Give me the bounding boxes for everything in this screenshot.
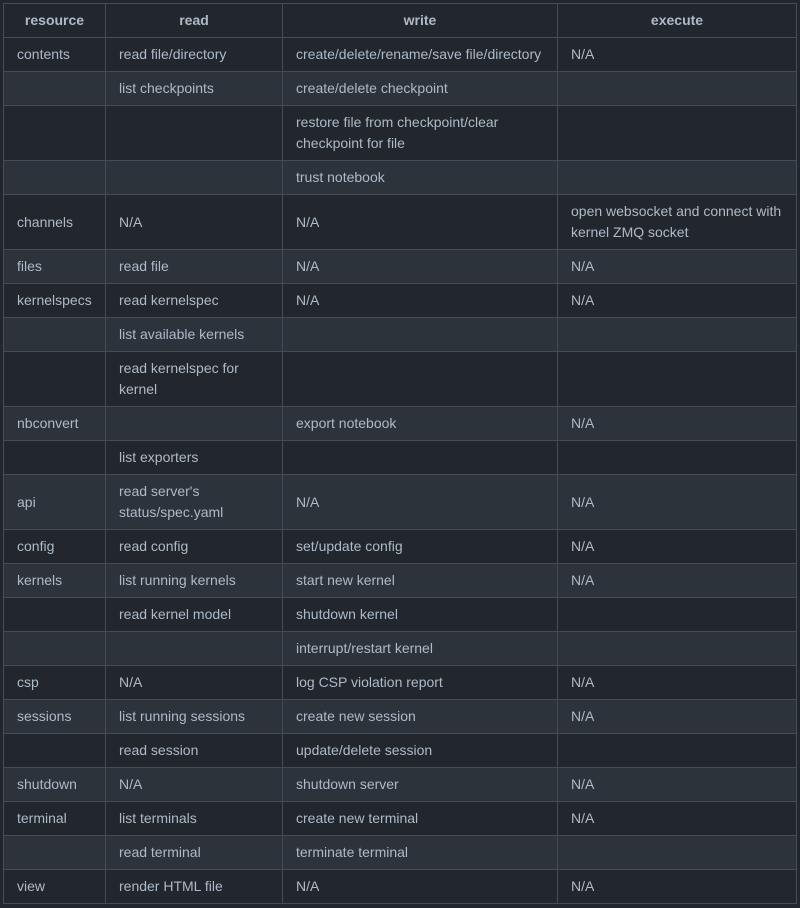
cell-execute: N/A <box>558 700 797 734</box>
cell-read: read kernelspec <box>106 284 283 318</box>
header-write: write <box>283 4 558 38</box>
cell-write: N/A <box>283 250 558 284</box>
table-row <box>4 666 797 700</box>
cell-write: shutdown server <box>283 768 558 802</box>
cell-write: N/A <box>283 870 558 904</box>
table-row <box>4 195 797 250</box>
table-row <box>4 318 797 352</box>
table-row <box>4 352 797 407</box>
cell-read: N/A <box>106 195 283 250</box>
cell-execute: N/A <box>558 666 797 700</box>
cell-write: create new terminal <box>283 802 558 836</box>
permissions-table <box>3 3 797 904</box>
cell-resource <box>4 836 106 870</box>
cell-read: read session <box>106 734 283 768</box>
cell-write: N/A <box>283 475 558 530</box>
cell-execute <box>558 441 797 475</box>
cell-read: read terminal <box>106 836 283 870</box>
cell-read: list running sessions <box>106 700 283 734</box>
cell-read: read kernelspec for kernel <box>106 352 283 407</box>
cell-read <box>106 632 283 666</box>
cell-resource <box>4 72 106 106</box>
cell-execute: N/A <box>558 564 797 598</box>
cell-write: create/delete checkpoint <box>283 72 558 106</box>
table-row <box>4 161 797 195</box>
cell-resource <box>4 318 106 352</box>
cell-read: N/A <box>106 768 283 802</box>
cell-execute: N/A <box>558 802 797 836</box>
cell-read: list available kernels <box>106 318 283 352</box>
cell-execute <box>558 632 797 666</box>
table-row <box>4 734 797 768</box>
cell-resource: terminal <box>4 802 106 836</box>
cell-resource <box>4 598 106 632</box>
cell-write <box>283 441 558 475</box>
cell-resource <box>4 734 106 768</box>
cell-execute: N/A <box>558 250 797 284</box>
cell-execute <box>558 598 797 632</box>
cell-resource <box>4 352 106 407</box>
cell-read: render HTML file <box>106 870 283 904</box>
cell-read <box>106 407 283 441</box>
cell-resource: channels <box>4 195 106 250</box>
cell-read: list terminals <box>106 802 283 836</box>
table-header-row <box>4 4 797 38</box>
header-execute: execute <box>558 4 797 38</box>
table-row <box>4 106 797 161</box>
cell-resource <box>4 441 106 475</box>
cell-resource: files <box>4 250 106 284</box>
cell-resource: kernels <box>4 564 106 598</box>
cell-write: update/delete session <box>283 734 558 768</box>
table-row <box>4 284 797 318</box>
cell-execute: N/A <box>558 768 797 802</box>
cell-resource <box>4 161 106 195</box>
cell-resource <box>4 106 106 161</box>
cell-write <box>283 318 558 352</box>
cell-write: interrupt/restart kernel <box>283 632 558 666</box>
cell-resource: csp <box>4 666 106 700</box>
cell-read: list running kernels <box>106 564 283 598</box>
cell-resource <box>4 632 106 666</box>
cell-read: read server's status/spec.yaml <box>106 475 283 530</box>
table-row <box>4 407 797 441</box>
cell-read <box>106 106 283 161</box>
cell-write: N/A <box>283 284 558 318</box>
table-row <box>4 802 797 836</box>
table-row <box>4 598 797 632</box>
cell-execute: open websocket and connect with kernel ZMQ socket <box>558 195 797 250</box>
cell-resource: config <box>4 530 106 564</box>
header-resource: resource <box>4 4 106 38</box>
header-read: read <box>106 4 283 38</box>
cell-write: N/A <box>283 195 558 250</box>
cell-execute: N/A <box>558 530 797 564</box>
cell-execute <box>558 836 797 870</box>
cell-execute <box>558 352 797 407</box>
cell-read: read config <box>106 530 283 564</box>
cell-execute <box>558 318 797 352</box>
cell-resource: kernelspecs <box>4 284 106 318</box>
cell-write <box>283 352 558 407</box>
cell-write: set/update config <box>283 530 558 564</box>
cell-execute <box>558 734 797 768</box>
cell-resource: view <box>4 870 106 904</box>
cell-write: restore file from checkpoint/clear checkpoint for file <box>283 106 558 161</box>
cell-resource: contents <box>4 38 106 72</box>
cell-read: list checkpoints <box>106 72 283 106</box>
table-row <box>4 250 797 284</box>
cell-execute: N/A <box>558 284 797 318</box>
cell-execute: N/A <box>558 38 797 72</box>
cell-read: N/A <box>106 666 283 700</box>
table-row <box>4 72 797 106</box>
cell-write: terminate terminal <box>283 836 558 870</box>
cell-write: shutdown kernel <box>283 598 558 632</box>
cell-execute <box>558 161 797 195</box>
table-body <box>4 38 797 904</box>
table-row <box>4 836 797 870</box>
cell-read: list exporters <box>106 441 283 475</box>
cell-resource: nbconvert <box>4 407 106 441</box>
cell-execute: N/A <box>558 475 797 530</box>
table-row <box>4 632 797 666</box>
cell-execute: N/A <box>558 870 797 904</box>
cell-execute <box>558 106 797 161</box>
cell-execute <box>558 72 797 106</box>
cell-write: trust notebook <box>283 161 558 195</box>
cell-write: create/delete/rename/save file/directory <box>283 38 558 72</box>
table-row <box>4 38 797 72</box>
table-row <box>4 768 797 802</box>
table-row <box>4 564 797 598</box>
cell-resource: api <box>4 475 106 530</box>
cell-read: read kernel model <box>106 598 283 632</box>
cell-write: create new session <box>283 700 558 734</box>
cell-resource: sessions <box>4 700 106 734</box>
cell-read: read file/directory <box>106 38 283 72</box>
table-row <box>4 441 797 475</box>
cell-resource: shutdown <box>4 768 106 802</box>
table-row <box>4 475 797 530</box>
cell-execute: N/A <box>558 407 797 441</box>
table-row <box>4 700 797 734</box>
permissions-table-container <box>3 3 796 904</box>
cell-write: export notebook <box>283 407 558 441</box>
cell-read <box>106 161 283 195</box>
table-row <box>4 530 797 564</box>
cell-read: read file <box>106 250 283 284</box>
table-row <box>4 870 797 904</box>
cell-write: log CSP violation report <box>283 666 558 700</box>
cell-write: start new kernel <box>283 564 558 598</box>
